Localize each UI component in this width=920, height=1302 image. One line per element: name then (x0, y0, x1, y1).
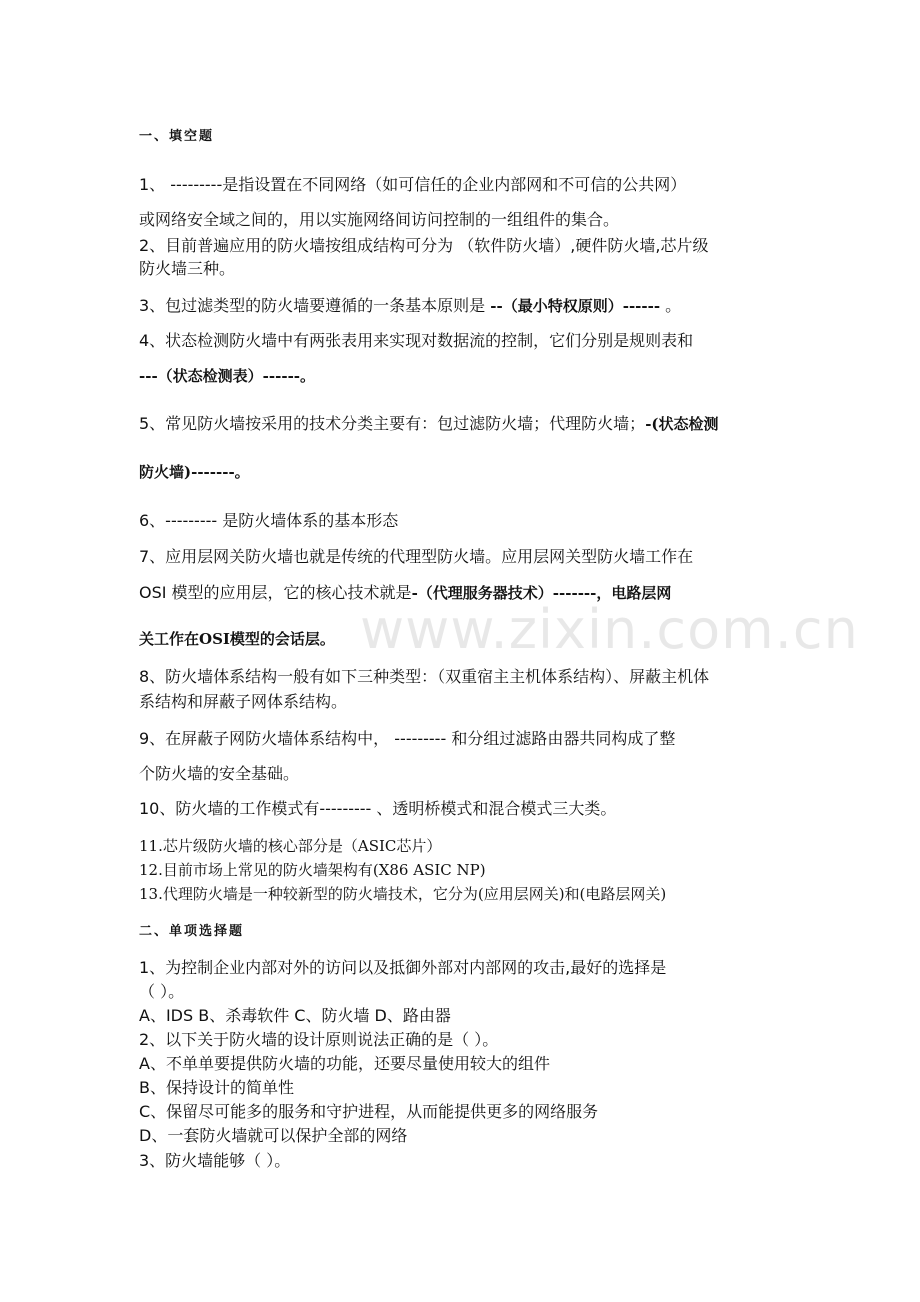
q13-line: 13.代理防火墙是一种较新型的防火墙技术，它分为(应用层网关)和(电路层网关) (139, 885, 667, 903)
q5-answer: -(状态检测 (645, 415, 719, 433)
q5-text: 5、常见防火墙按采用的技术分类主要有：包过滤防火墙；代理防火墙； (139, 414, 646, 433)
q10-line: 10、防火墙的工作模式有--------- 、透明桥模式和混合模式三大类。 (139, 799, 617, 818)
q9-line1: 9、在屏蔽子网防火墙体系结构中， --------- 和分组过滤路由器共同构成了整 (139, 729, 676, 748)
q7-text: OSI 模型的应用层，它的核心技术就是 (139, 583, 412, 602)
c2-option-b: B、保持设计的简单性 (139, 1078, 294, 1097)
q3-text: 3、包过滤类型的防火墙要遵循的一条基本原则是 (139, 296, 491, 315)
q4-line1: 4、状态检测防火墙中有两张表用来实现对数据流的控制，它们分别是规则表和 (139, 331, 694, 350)
q1-line1: 1、 ---------是指设置在不同网络（如可信任的企业内部网和不可信的公共网） (139, 175, 687, 194)
c1-line1: 1、为控制企业内部对外的访问以及抵御外部对内部网的攻击,最好的选择是 (139, 958, 667, 977)
q12-line: 12.目前市场上常见的防火墙架构有(X86 ASIC NP) (139, 861, 486, 879)
section1-heading: 一、填空题 (139, 129, 215, 144)
q6-line: 6、--------- 是防火墙体系的基本形态 (139, 511, 399, 530)
q8-line2: 系结构和屏蔽子网体系结构。 (139, 692, 348, 711)
q3-line (139, 296, 681, 316)
c2-line: 2、以下关于防火墙的设计原则说法正确的是（ ）。 (139, 1030, 499, 1049)
q1-line2: 或网络安全域之间的，用以实施网络间访问控制的一组组件的集合。 (139, 210, 620, 229)
q8-line1: 8、防火墙体系结构一般有如下三种类型：（双重宿主主机体系结构）、屏蔽主机体 (139, 667, 710, 686)
c2-option-a: A、不单单要提供防火墙的功能，还要尽量使用较大的组件 (139, 1054, 550, 1073)
c2-option-d: D、一套防火墙就可以保护全部的网络 (139, 1126, 408, 1145)
q9-line2: 个防火墙的安全基础。 (139, 764, 300, 783)
q11-line: 11.芯片级防火墙的核心部分是（ASIC芯片） (139, 837, 442, 855)
q7-answer: -（代理服务器技术）-------，电路层网 (411, 584, 672, 602)
q2-line1: 2、目前普遍应用的防火墙按组成结构可分为 （软件防火墙）,硬件防火墙,芯片级 (139, 236, 709, 255)
c3-line: 3、防火墙能够（ ）。 (139, 1151, 291, 1170)
q7-line1: 7、应用层网关防火墙也就是传统的代理型防火墙。应用层网关型防火墙工作在 (139, 547, 694, 566)
q3-answer: --（最小特权原则）------ (490, 297, 661, 315)
watermark: www.zixin.com.cn (360, 598, 859, 661)
q4-line2: ---（状态检测表）------。 (139, 367, 316, 385)
q2-line2: 防火墙三种。 (139, 259, 236, 278)
q7-line3: 关工作在OSI模型的会话层。 (139, 630, 335, 648)
q7-line2 (139, 583, 671, 603)
c1-line2: （ ）。 (139, 982, 185, 1001)
q5-line2: 防火墙)-------。 (139, 463, 250, 481)
c2-option-c: C、保留尽可能多的服务和守护进程，从而能提供更多的网络服务 (139, 1102, 599, 1121)
q5-line1 (139, 414, 719, 434)
c1-options: A、IDS B、杀毒软件 C、防火墙 D、路由器 (139, 1006, 451, 1025)
q3-end: 。 (660, 296, 682, 315)
section2-heading: 二、单项选择题 (139, 924, 245, 939)
